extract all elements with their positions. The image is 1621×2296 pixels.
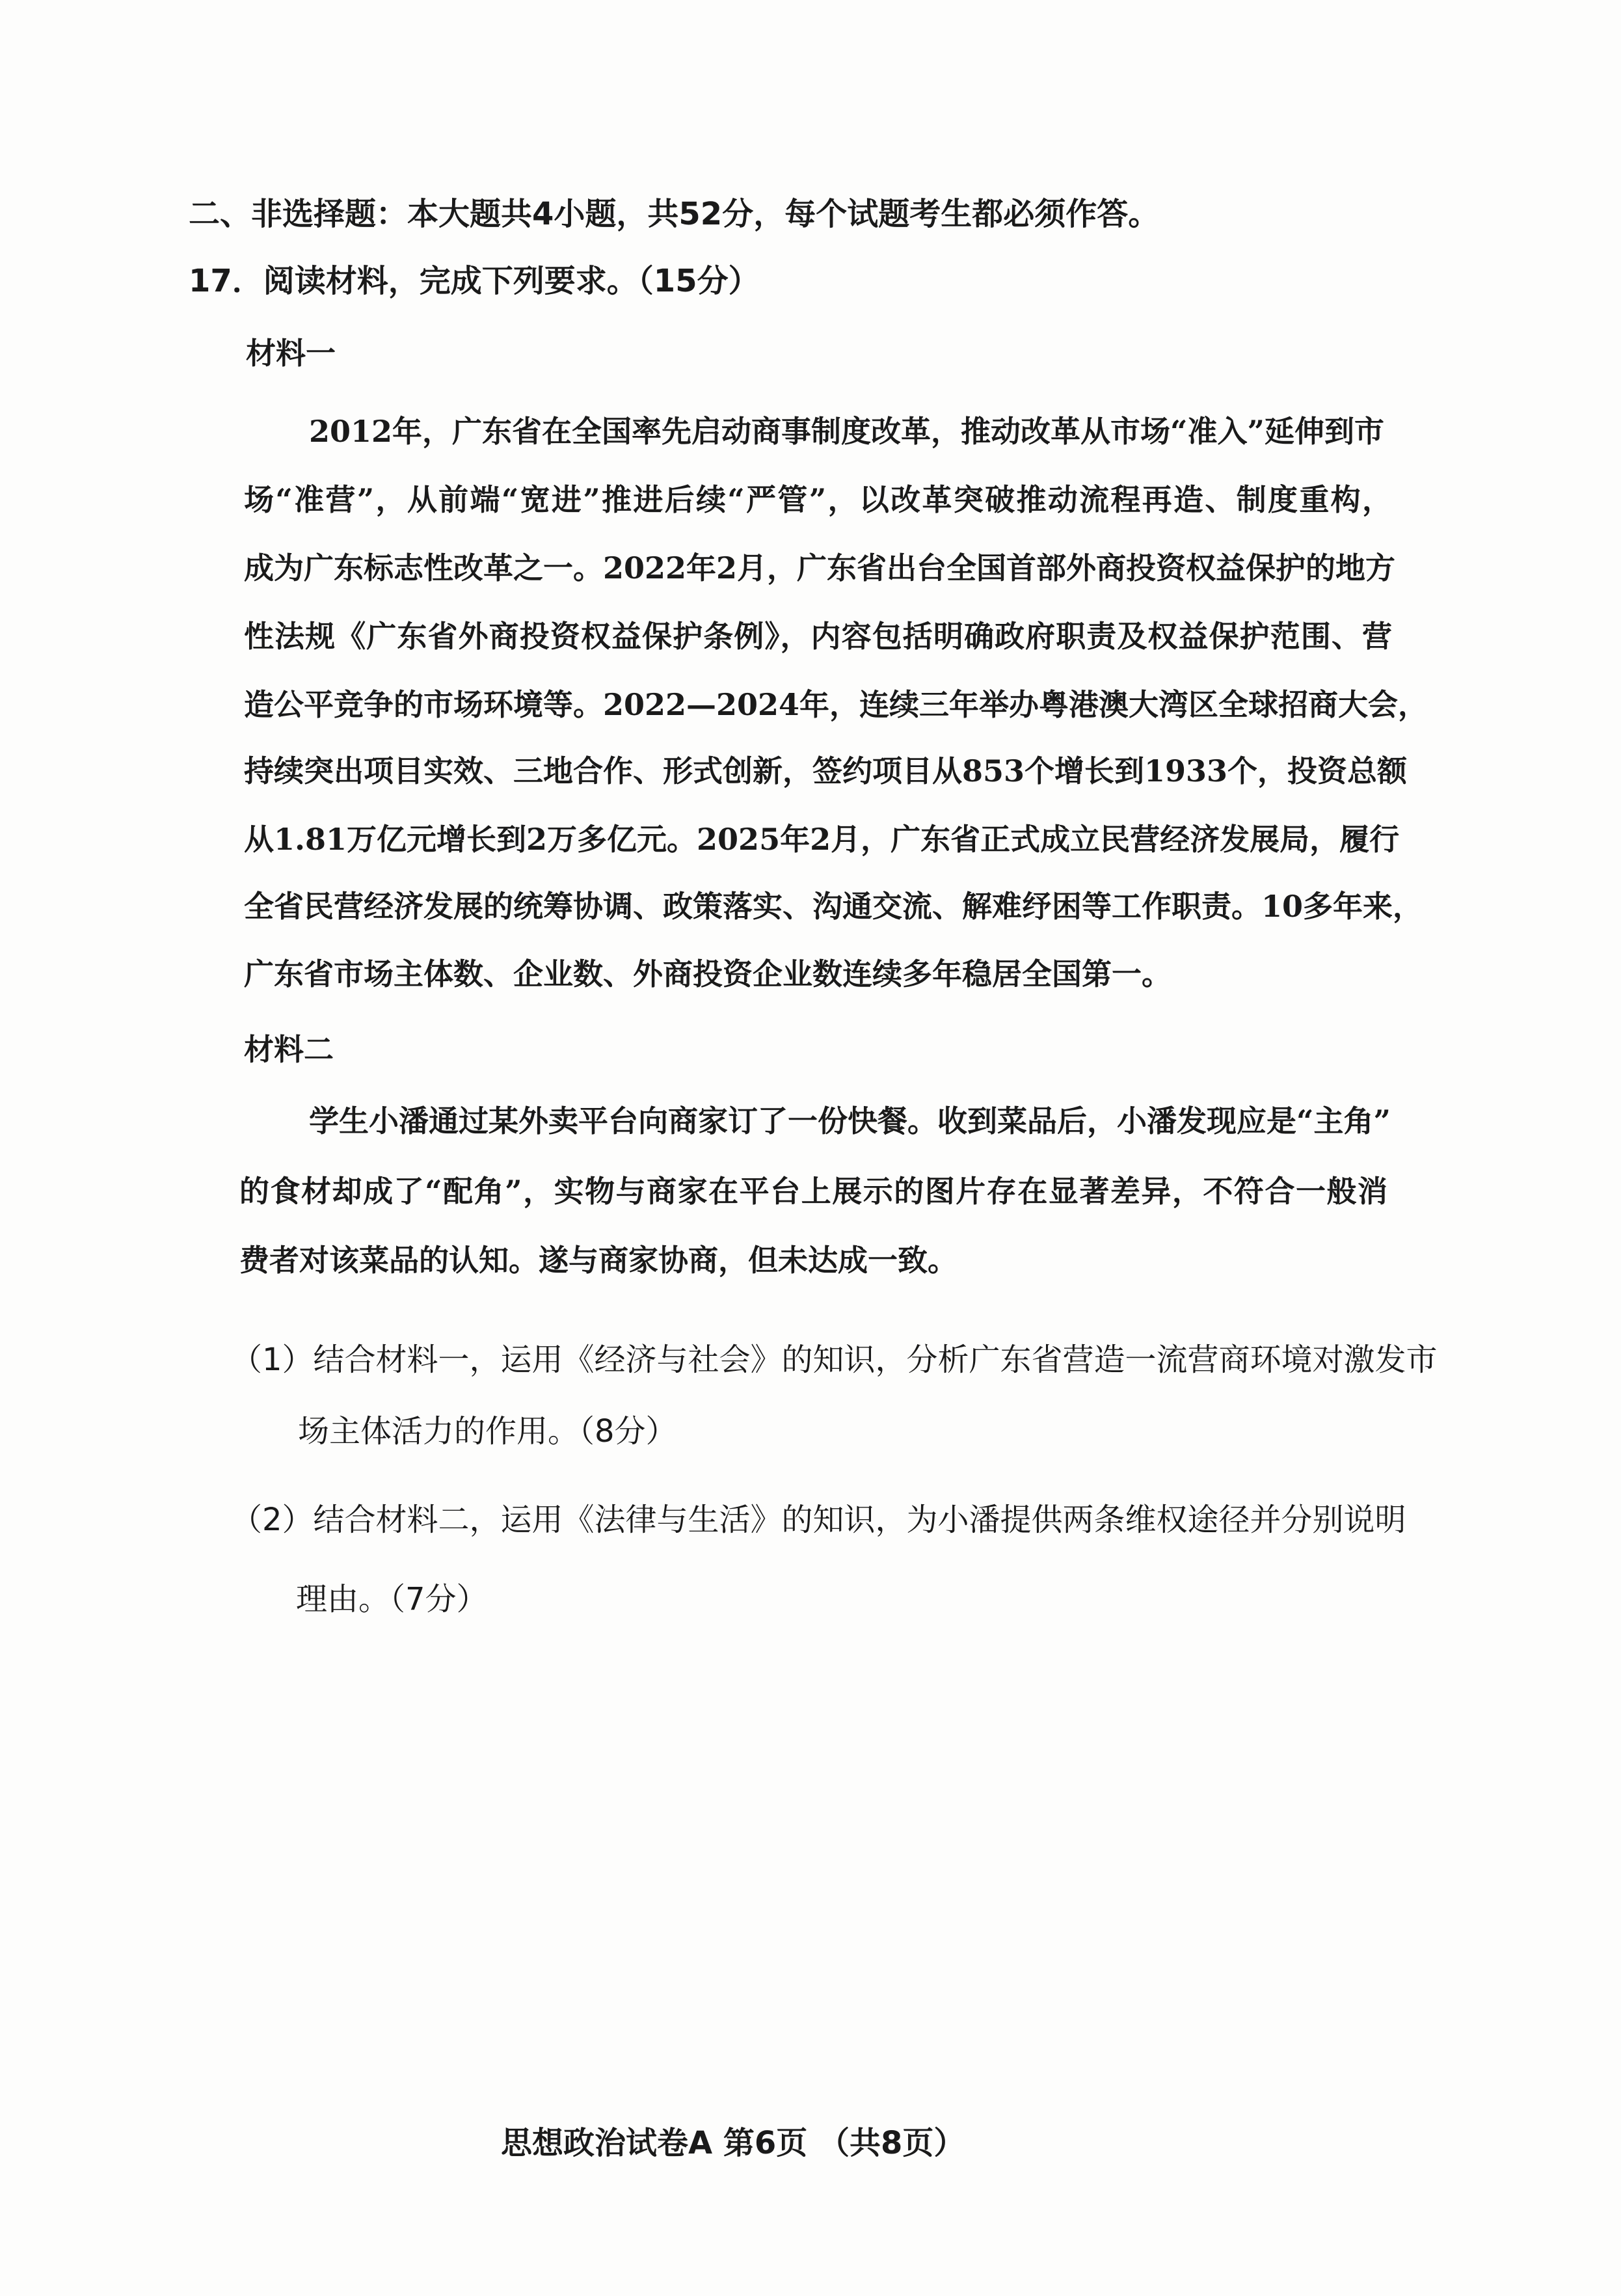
material-1-line: 成为广东标志性改革之一。2022年2月，广东省出台全国首部外商投资权益保护的地方 [244,550,1396,586]
section-heading: 二、非选择题：本大题共4小题，共52分，每个试题考生都必须作答。 [189,196,1160,232]
material-1-line: 广东省市场主体数、企业数、外商投资企业数连续多年稳居全国第一。 [244,956,1172,992]
material-1-line: 从1.81万亿元增长到2万多亿元。2025年2月，广东省正式成立民营经济发展局，履行 [244,822,1400,857]
sub-question-1-line: 场主体活力的作用。（8分） [298,1413,677,1450]
material-1-line: 全省民营经济发展的统筹协调、政策落实、沟通交流、解难纾困等工作职责。10多年来， [244,889,1423,924]
material-1-line: 性法规《广东省外商投资权益保护条例》，内容包括明确政府职责及权益保护范围、营 [244,619,1392,654]
material-1-line: 造公平竞争的市场环境等。2022—2024年，连续三年举办粤港澳大湾区全球招商大会， [244,687,1428,722]
sub-question-1-line: （1）结合材料一，运用《经济与社会》的知识，分析广东省营造一流营商环境对激发市 [231,1342,1438,1378]
question-title: 17．阅读材料，完成下列要求。（15分） [189,263,760,299]
sub-question-2-line: 理由。（7分） [296,1581,488,1617]
sub-question-2-line: （2）结合材料二，运用《法律与生活》的知识，为小潘提供两条维权途径并分别说明 [231,1502,1406,1538]
material-2-line: 学生小潘通过某外卖平台向商家订了一份快餐。收到菜品后，小潘发现应是“主角” [309,1103,1391,1139]
material-2-label: 材料二 [244,1032,334,1067]
material-1-line: 持续突出项目实效、三地合作、形式创新，签约项目从853个增长到1933个，投资总额 [244,753,1408,789]
material-1-line: 2012年，广东省在全国率先启动商事制度改革，推动改革从市场“准入”延伸到市 [309,414,1384,449]
material-1-label: 材料一 [246,336,336,371]
page-footer: 思想政治试卷A 第6页 （共8页） [501,2125,965,2161]
material-2-line: 费者对该菜品的认知。遂与商家协商，但未达成一致。 [239,1243,958,1278]
material-2-line: 的食材却成了“配角”，实物与商家在平台上展示的图片存在显著差异，不符合一般消 [239,1174,1387,1209]
material-1-line: 场“准营”，从前端“宽进”推进后续“严管”，以改革突破推动流程再造、制度重构， [244,482,1392,517]
